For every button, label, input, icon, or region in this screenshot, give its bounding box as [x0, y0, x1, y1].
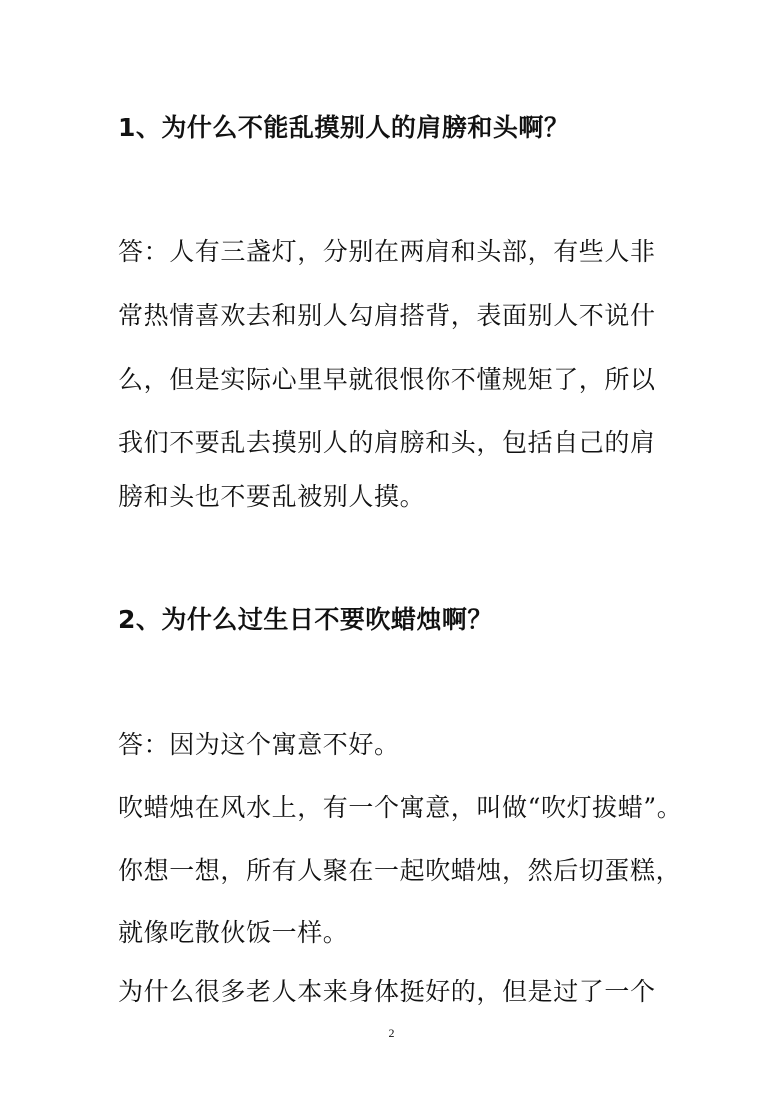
- answer-2-line: 答：因为这个寓意不好。: [118, 730, 400, 759]
- answer-2-line: 吹蜡烛在风水上，有一个寓意，叫做“吹灯拔蜡”。: [118, 793, 683, 822]
- answer-2-line: 为什么很多老人本来身体挺好的，但是过了一个: [118, 977, 656, 1006]
- answer-1-line: 我们不要乱去摸别人的肩膀和头，包括自己的肩: [118, 428, 656, 457]
- answer-1-line: 答：人有三盏灯，分别在两肩和头部，有些人非: [118, 237, 656, 266]
- answer-1-line: 么，但是实际心里早就很恨你不懂规矩了，所以: [118, 365, 656, 394]
- answer-1-line: 膀和头也不要乱被别人摸。: [118, 482, 426, 511]
- answer-2-line: 你想一想，所有人聚在一起吹蜡烛，然后切蛋糕，: [118, 856, 682, 885]
- answer-2-line: 就像吃散伙饭一样。: [118, 918, 349, 947]
- answer-1-line: 常热情喜欢去和别人勾肩搭背，表面别人不说什: [118, 301, 656, 330]
- question-2-heading: 2、为什么过生日不要吹蜡烛啊？: [118, 605, 493, 634]
- page-number: 2: [388, 1026, 395, 1040]
- question-1-heading: 1、为什么不能乱摸别人的肩膀和头啊？: [118, 113, 570, 142]
